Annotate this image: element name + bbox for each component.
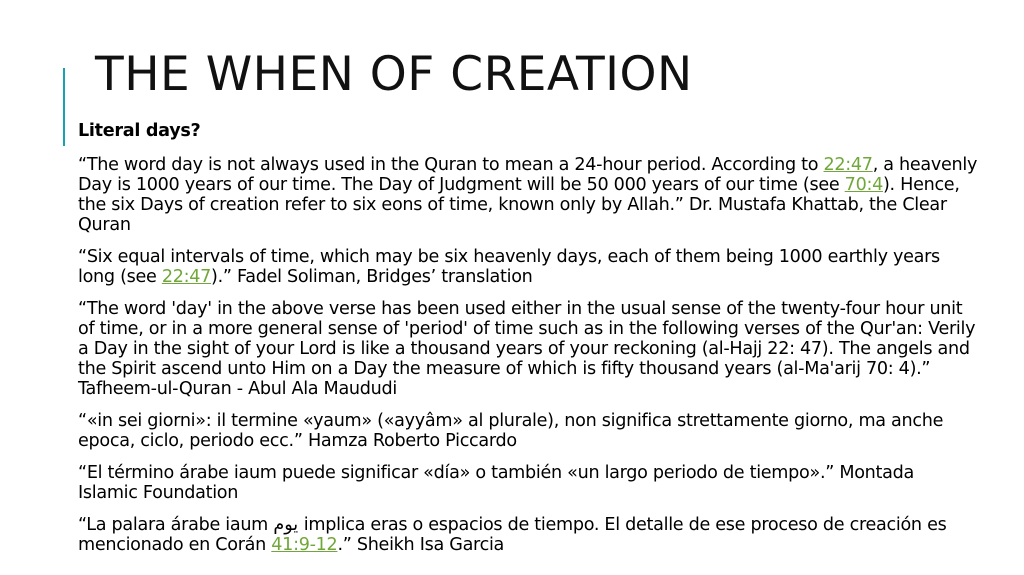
quote-maududi: “The word 'day' in the above verse has been used either in the usual sense of the twenty-four hour unit of time, or in a more general sense of 'period' of time such as in the following verses of the Qur'an: Verily a Day in the sight of your Lord is like a thousand years of your reckoning (al-Hajj 22: 47). The angels and the Spirit ascend unto Him on a Day the measure of which is fifty thousand years (al-Ma'arij 70: 4).” Tafheem-ul-Quran - Abul Ala Maududi [78, 299, 976, 399]
verse-link-70-4[interactable]: 70:4 [844, 175, 883, 195]
verse-link-22-47[interactable]: 22:47 [161, 267, 212, 287]
quote-text: “Six equal intervals of time, which may be six heavenly days, each of them being 1000 earthly years long (see [78, 247, 940, 287]
quote-text: ). Hence, the six Days of creation refer to six eons of time, known only by Allah.” Dr. Mustafa Khattab, the Clear Quran [78, 175, 960, 235]
quote-text: .” Sheikh Isa Garcia [337, 535, 505, 555]
quote-garcia [78, 515, 978, 555]
quote-text: “La palara árabe iaum [78, 515, 274, 535]
quote-text: , a heavenly Day is 1000 years of our time. The Day of Judgment will be 50 000 years of our time (see [78, 155, 978, 195]
quote-text: ).” Fadel Soliman, Bridges’ translation [211, 267, 533, 287]
quote-khattab [78, 155, 978, 235]
quote-soliman [78, 247, 978, 287]
title-accent-bar [63, 68, 65, 146]
section-heading: Literal days? [78, 121, 201, 141]
quote-text: implica eras o espacios de tiempo. El detalle de ese proceso de creación es mencionado en Corán [78, 515, 947, 555]
arabic-word: يوم [273, 515, 299, 535]
slide-body [78, 121, 978, 567]
verse-link-22-47[interactable]: 22:47 [823, 155, 873, 175]
slide-title: THE WHEN OF CREATION [95, 47, 693, 102]
quote-montada: “El término árabe iaum puede significar «día» o también «un largo periodo de tiempo».” Montada Islamic Foundation [78, 463, 914, 503]
quote-piccardo: “«in sei giorni»: il termine «yaum» («ayyâm» al plurale), non significa strettamente giorno, ma anche epoca, ciclo, periodo ecc.” Hamza Roberto Piccardo [78, 411, 944, 451]
quote-text: “The word day is not always used in the Quran to mean a 24-hour period. According to [78, 155, 824, 175]
verse-link-41-9-12[interactable]: 41:9-12 [271, 535, 338, 555]
